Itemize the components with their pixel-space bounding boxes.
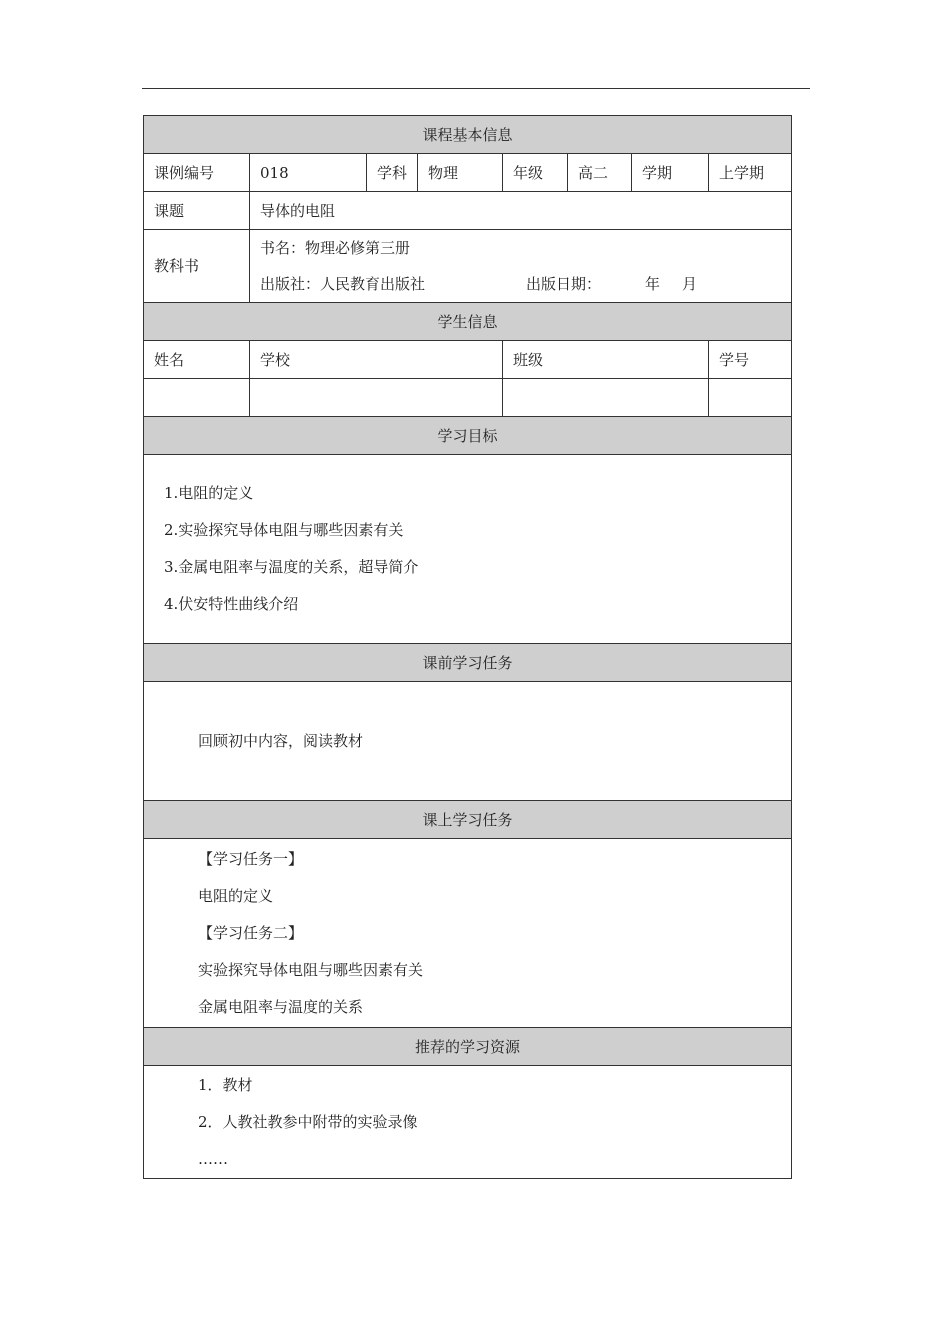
resource-item: 1．教材 (198, 1075, 253, 1094)
resource-ellipsis: …… (198, 1149, 228, 1168)
in-class-line: 金属电阻率与温度的关系 (198, 997, 364, 1016)
in-class-task-heading: 【学习任务一】 (198, 849, 304, 868)
lesson-no-label: 课例编号 (144, 154, 250, 192)
in-class-heading: 课上学习任务 (144, 801, 792, 839)
objectives-heading: 学习目标 (144, 417, 792, 455)
subject-value: 物理 (418, 154, 503, 192)
student-info-heading: 学生信息 (144, 303, 792, 341)
objective-item: 4.伏安特性曲线介绍 (164, 595, 299, 613)
student-name-field[interactable] (144, 379, 250, 417)
objectives-list (144, 455, 792, 644)
student-class-label: 班级 (503, 341, 709, 379)
objective-item: 1.电阻的定义 (164, 484, 254, 502)
term-label: 学期 (632, 154, 709, 192)
course-info-form (143, 115, 792, 1179)
in-class-content (144, 839, 792, 1028)
student-id-label: 学号 (709, 341, 792, 379)
month-label: 月 (682, 275, 698, 293)
book-name: 书名：物理必修第三册 (260, 239, 411, 257)
term-value: 上学期 (709, 154, 792, 192)
pre-class-heading: 课前学习任务 (144, 644, 792, 682)
student-school-label: 学校 (250, 341, 503, 379)
lesson-no-value: 018 (250, 154, 367, 192)
in-class-task-heading: 【学习任务二】 (198, 923, 304, 942)
resources-content (144, 1066, 792, 1179)
textbook-label: 教科书 (144, 230, 250, 303)
objective-item: 3.金属电阻率与温度的关系，超导简介 (164, 558, 419, 576)
student-school-field[interactable] (250, 379, 503, 417)
pre-class-content (144, 682, 792, 801)
page-header-rule (142, 88, 810, 89)
resources-heading: 推荐的学习资源 (144, 1028, 792, 1066)
in-class-line: 实验探究导体电阻与哪些因素有关 (198, 960, 424, 979)
year-label: 年 (645, 275, 661, 293)
objective-item: 2.实验探究导体电阻与哪些因素有关 (164, 521, 404, 539)
resource-item: 2．人教社教参中附带的实验录像 (198, 1112, 418, 1131)
student-name-label: 姓名 (144, 341, 250, 379)
textbook-details (250, 230, 792, 303)
grade-label: 年级 (503, 154, 568, 192)
publisher-line (260, 266, 781, 302)
topic-label: 课题 (144, 192, 250, 230)
grade-value: 高二 (568, 154, 632, 192)
pre-class-text: 回顾初中内容，阅读教材 (198, 731, 364, 750)
course-info-heading: 课程基本信息 (144, 116, 792, 154)
subject-label: 学科 (367, 154, 418, 192)
pub-date-label: 出版日期： (526, 275, 602, 293)
topic-value: 导体的电阻 (250, 192, 792, 230)
student-class-field[interactable] (503, 379, 709, 417)
publisher: 出版社：人民教育出版社 (260, 275, 426, 293)
student-id-field[interactable] (709, 379, 792, 417)
in-class-line: 电阻的定义 (198, 886, 274, 905)
